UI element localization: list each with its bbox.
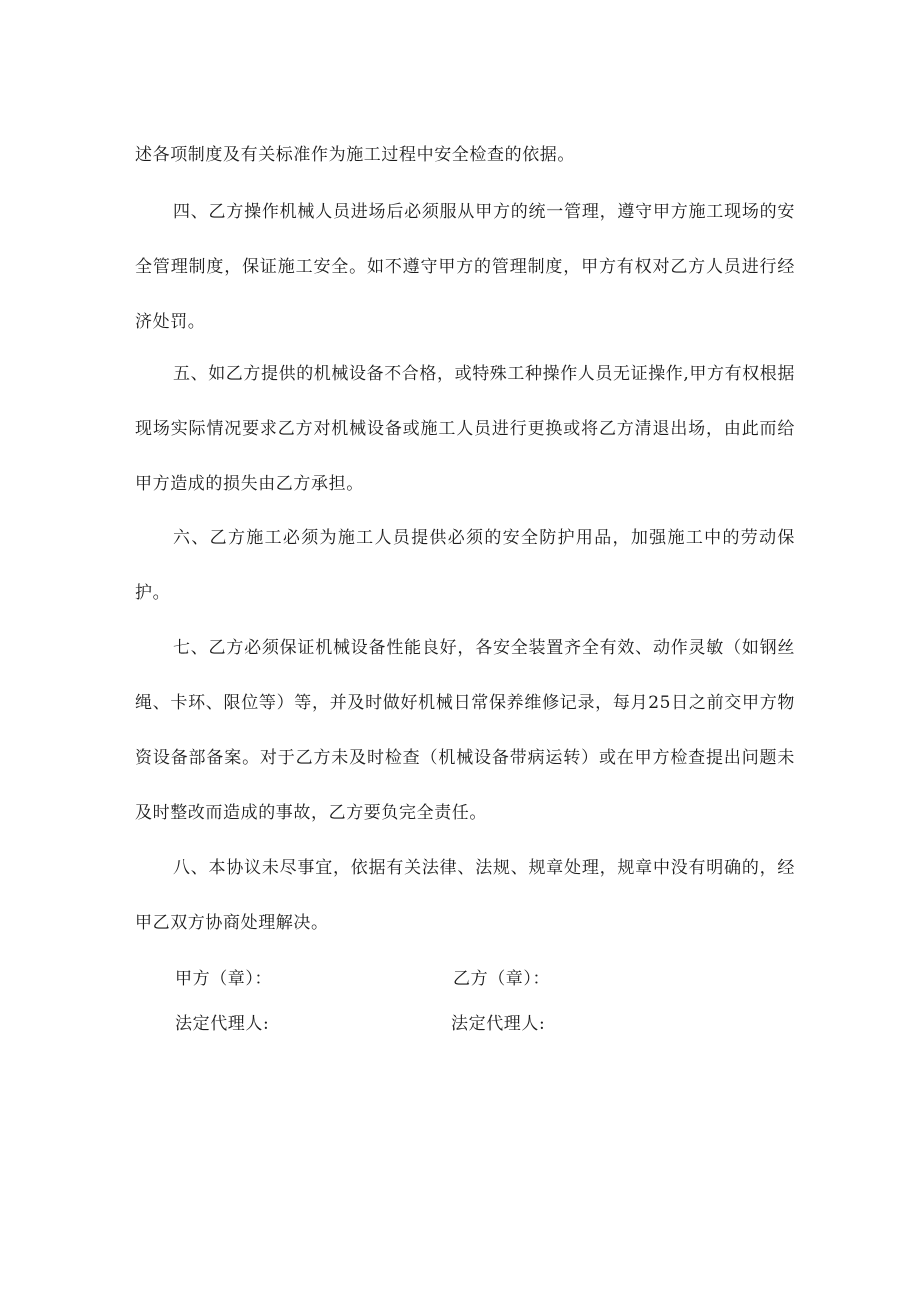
paragraph-clause-8: 八、本协议未尽事宜，依据有关法律、法规、规章处理，规章中没有明确的，经甲乙双方协商处理解决。 <box>135 858 795 933</box>
party-b-seal-label: 乙方（章）： <box>453 969 551 989</box>
paragraph-continuation: 述各项制度及有关标准作为施工过程中安全检查的依据。 <box>135 145 575 165</box>
party-b-representative-label: 法定代理人: <box>451 1014 546 1034</box>
paragraph-clause-4: 四、乙方操作机械人员进场后必须服从甲方的统一管理，遵守甲方施工现场的安全管理制度，保证施工安全。如不遵守甲方的管理制度，甲方有权对乙方人员进行经济处罚。 <box>135 202 795 332</box>
paragraph-clause-6: 六、乙方施工必须为施工人员提供必须的安全防护用品，加强施工中的劳动保护。 <box>135 528 795 603</box>
party-a-representative-label: 法定代理人: <box>175 1014 270 1034</box>
paragraph-clause-7: 七、乙方必须保证机械设备性能良好，各安全装置齐全有效、动作灵敏（如钢丝绳、卡环、限位等）等，并及时做好机械日常保养维修记录，每月25日之前交甲方物资设备部备案。对于乙方未及时检查（机械设备带病运转）或在甲方检查提出问题未及时整改而造成的事故，乙方要负完全责任。 <box>135 638 795 823</box>
paragraph-clause-5: 五、如乙方提供的机械设备不合格，或特殊工种操作人员无证操作,甲方有权根据现场实际情况要求乙方对机械设备或施工人员进行更换或将乙方清退出场，由此而给甲方造成的损失由乙方承担。 <box>135 364 796 494</box>
party-a-seal-label: 甲方（章）： <box>175 969 273 989</box>
